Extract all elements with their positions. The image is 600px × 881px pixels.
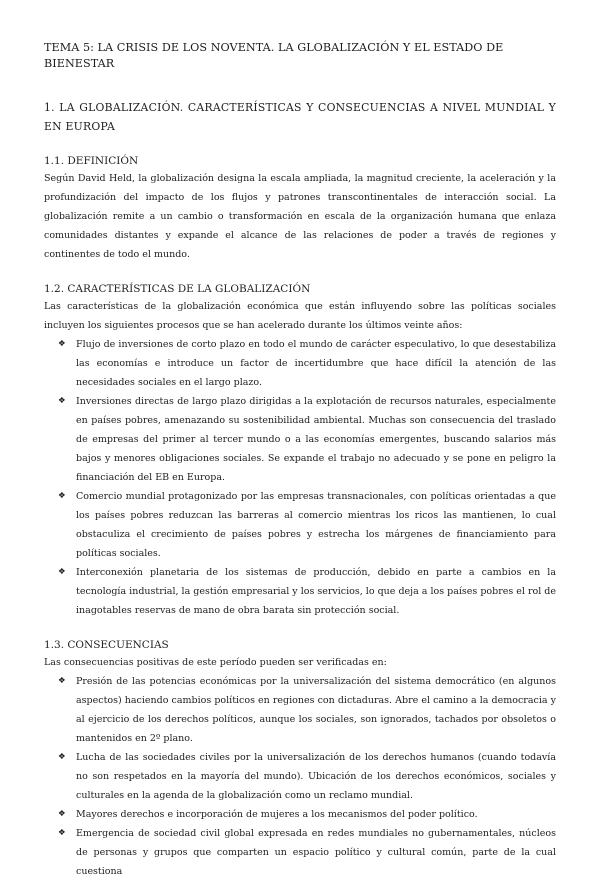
list-item (58, 824, 556, 881)
diamond-bullet-icon: ❖ (58, 339, 66, 349)
consecuencias-list (44, 672, 556, 881)
list-item (58, 392, 556, 487)
list-item (58, 672, 556, 748)
list-item (58, 487, 556, 563)
diamond-bullet-icon: ❖ (58, 809, 66, 819)
definicion-paragraph: Según David Held, la globalización designa la escala ampliada, la magnitud creciente, la aceleración y la profundización del impacto de los flujos y patrones transcontinentales de interacción social. La globalización remite a un cambio o transformación en escala de la organización humana que enlaza comunidades distantes y expande el alcance de las relaciones de poder a través de regiones y continentes de todo el mundo. (44, 173, 556, 260)
section-heading-globalizacion: 1. LA GLOBALIZACIÓN. CARACTERÍSTICAS Y CONSECUENCIAS A NIVEL MUNDIAL Y EN EUROPA (44, 101, 556, 133)
list-item-text: Emergencia de sociedad civil global expresada en redes mundiales no gubernamentales, núcleos de personas y grupos que comparten un espacio político y cultural común, parte de la cual cuestiona (76, 828, 556, 877)
section-definicion (44, 154, 556, 264)
list-item (58, 805, 556, 824)
list-item (58, 563, 556, 620)
consecuencias-intro: Las consecuencias positivas de este período pueden ser verificadas en: (44, 657, 387, 668)
page-title: TEMA 5: LA CRISIS DE LOS NOVENTA. LA GLOBALIZACIÓN Y EL ESTADO DE BIENESTAR (44, 41, 504, 70)
list-item-text: Comercio mundial protagonizado por las empresas transnacionales, con políticas orientadas a que los países pobres reduzcan las barreras al comercio mientras los ricos las mantienen, lo cual obstaculiza el crecimiento de países pobres y estrecha los márgenes de financiamiento para políticas sociales. (76, 491, 556, 559)
list-item-text: Presión de las potencias económicas por la universalización del sistema democrático (en algunos aspectos) haciendo cambios políticos en regiones con dictaduras. Abre el camino a la democracia y al ejercicio de los derechos políticos, aunque los sociales, son ignorados, tachados por obsoletos o mantenidos en 2º plano. (76, 676, 556, 744)
subsection-heading-definicion: 1.1. DEFINICIÓN (44, 155, 139, 167)
list-item-text: Flujo de inversiones de corto plazo en todo el mundo de carácter especulativo, lo que desestabiliza las economías e introduce un factor de incertidumbre que hace difícil la atención de las necesidades sociales en el largo plazo. (76, 339, 556, 388)
list-item-text: Inversiones directas de largo plazo dirigidas a la explotación de recursos naturales, especialmente en países pobres, amenazando su sostenibilidad ambiental. Muchas son consecuencia del traslado de empresas del primer al tercer mundo o a las economías emergentes, buscando salarios más bajos y menores obligaciones sociales. Se expande el trabajo no adecuado y se pone en peligro la financiación del EB en Europa. (76, 396, 556, 483)
section-caracteristicas (44, 282, 556, 620)
list-item (58, 748, 556, 805)
diamond-bullet-icon: ❖ (58, 396, 66, 406)
list-item-text: Interconexión planetaria de los sistemas de producción, debido en parte a cambios en la tecnología industrial, la gestión empresarial y los servicios, lo que deja a los países pobres el rol de inagotables reservas de mano de obra barata sin protección social. (76, 567, 556, 616)
diamond-bullet-icon: ❖ (58, 676, 66, 686)
diamond-bullet-icon: ❖ (58, 828, 66, 838)
diamond-bullet-icon: ❖ (58, 491, 66, 501)
subsection-heading-consecuencias: 1.3. CONSECUENCIAS (44, 639, 169, 651)
diamond-bullet-icon: ❖ (58, 752, 66, 762)
diamond-bullet-icon: ❖ (58, 567, 66, 577)
subsection-heading-caracteristicas: 1.2. CARACTERÍSTICAS DE LA GLOBALIZACIÓN (44, 283, 311, 295)
caracteristicas-list (44, 335, 556, 620)
caracteristicas-intro: Las características de la globalización económica que están influyendo sobre las políticas sociales incluyen los siguientes procesos que se han acelerado durante los últimos veinte años: (44, 301, 556, 331)
section-consecuencias (44, 638, 556, 881)
list-item (58, 335, 556, 392)
list-item-text: Lucha de las sociedades civiles por la universalización de los derechos humanos (cuando todavía no son respetados en la mayoría del mundo). Ubicación de los derechos económicos, sociales y culturales en la agenda de la globalización como un reclamo mundial. (76, 752, 556, 801)
list-item-text: Mayores derechos e incorporación de mujeres a los mecanismos del poder político. (76, 809, 478, 820)
